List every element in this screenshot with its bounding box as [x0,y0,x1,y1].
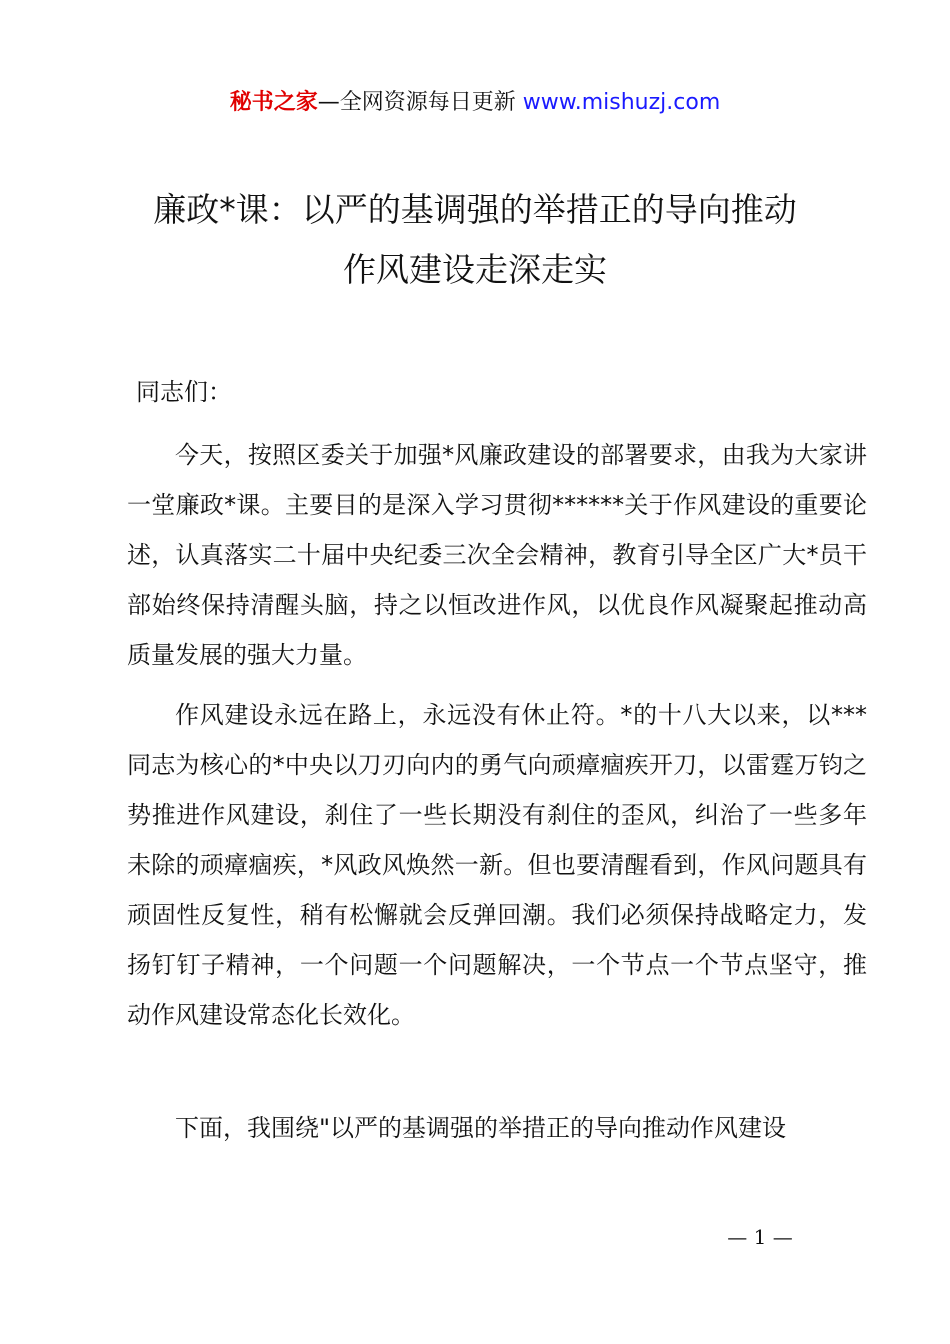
title-line-1: 廉政*课：以严的基调强的举措正的导向推动 [153,190,797,229]
header-tagline: —全网资源每日更新 [317,90,523,115]
site-header [0,88,950,118]
page-number: — 1 — [727,1225,793,1249]
body-paragraph-3: 下面，我围绕"以严的基调强的举措正的导向推动作风建设 [175,1114,787,1142]
title-line-2: 作风建设走深走实 [343,250,607,289]
brand-name: 秘书之家 [229,90,318,115]
body-paragraph-1: 今天，按照区委关于加强*风廉政建设的部署要求，由我为大家讲一堂廉政*课。主要目的是深入学习贯彻******关于作风建设的重要论述，认真落实二十届中央纪委三次全会精神，教育引导全区广大*员干部始终保持清醒头脑，持之以恒改进作风，以优良作风凝聚起推动高质量发展的强大力量。 [127,441,867,669]
document-title [60,180,890,300]
body-paragraph-2: 作风建设永远在路上，永远没有休止符。*的十八大以来，以***同志为核心的*中央以刀刃向内的勇气向顽瘴痼疾开刀，以雷霆万钧之势推进作风建设，刹住了一些长期没有刹住的歪风，纠治了一些多年未除的顽瘴痼疾，*风政风焕然一新。但也要清醒看到，作风问题具有顽固性反复性，稍有松懈就会反弹回潮。我们必须保持战略定力，发扬钉钉子精神，一个问题一个问题解决，一个节点一个节点坚守，推动作风建设常态化长效化。 [127,701,867,1029]
site-url-link[interactable]: www.mishuzj.com [522,90,721,115]
salutation: 同志们： [136,378,232,406]
